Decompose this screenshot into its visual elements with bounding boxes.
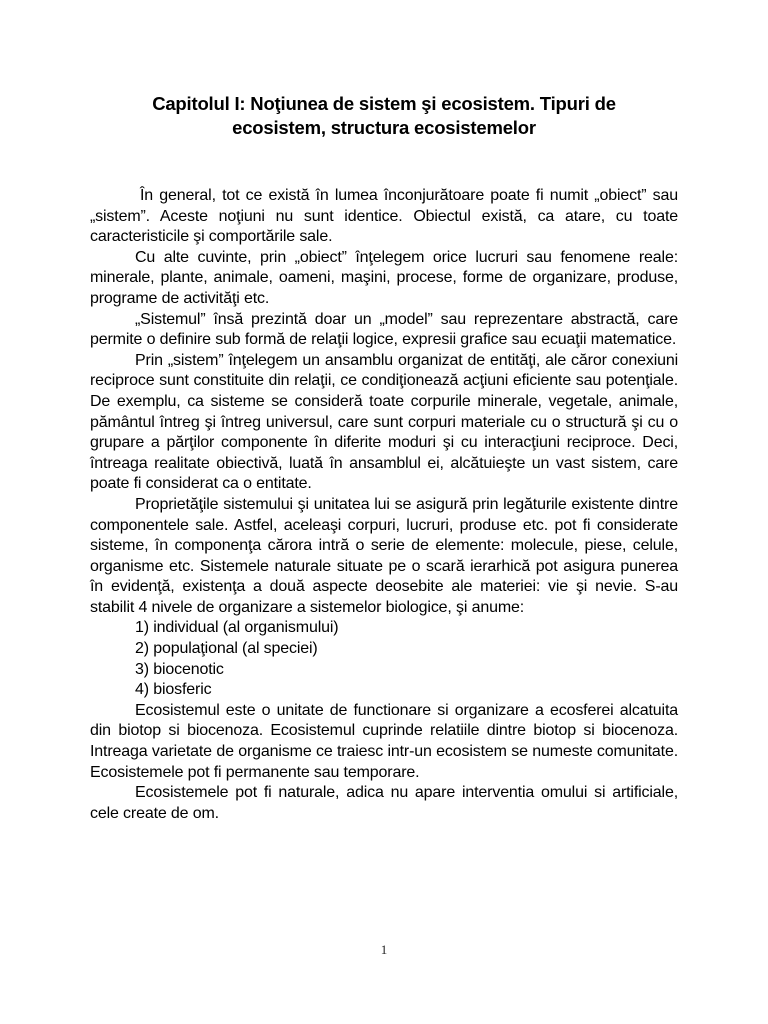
list-item-biosferic: 4) biosferic: [135, 681, 212, 699]
paragraph-ecosistemul: Ecosistemul este o unitate de functionare si organizare a ecosferei alcatuita din biotop si biocenoza. Ecosistemul cuprinde relatiile dintre biotop si biocenoza. Intreaga varietate de organisme ce traiesc intr-un ecosistem se numeste comunitate. Ecosistemele pot fi permanente sau temporare.: [90, 701, 678, 781]
paragraph-obiect: Cu alte cuvinte, prin „obiect” înţelegem orice lucruri sau fenomene reale: minerale, plante, animale, oameni, maşini, procese, forme de organizare, produse, programe de activităţi etc.: [90, 248, 678, 307]
chapter-title-line-2: ecosistem, structura ecosistemelor: [232, 117, 536, 138]
paragraph-general: În general, tot ce există în lumea înconjurătoare poate fi numit „obiect” sau „sistem”. Aceste noţiuni nu sunt identice. Obiectul există, ca atare, cu toate caracteristicile şi comportările sale.: [90, 187, 678, 246]
list-item-individual: 1) individual (al organismului): [135, 619, 339, 637]
chapter-title-line-1: Capitolul I: Noţiunea de sistem şi ecosistem. Tipuri de: [152, 93, 616, 114]
paragraph-ecosisteme-naturale: Ecosistemele pot fi naturale, adica nu apare interventia omului si artificiale, cele create de om.: [90, 784, 678, 822]
body-text: [90, 186, 678, 824]
list-item-biocenotic: 3) biocenotic: [135, 660, 224, 678]
chapter-title: [90, 92, 678, 140]
paragraph-sistemul: „Sistemul” însă prezintă doar un „model” sau reprezentare abstractă, care permite o definire sub formă de relaţii logice, expresii grafice sau ecuaţii matematice.: [90, 310, 678, 349]
paragraph-prin-sistem: Prin „sistem” înţelegem un ansamblu organizat de entităţi, ale căror conexiuni reciproce sunt constituite din relaţii, ce condiţionează acţiuni eficiente sau potenţiale. De exemplu, ca sisteme se consideră toate corpurile minerale, vegetale, animale, pământul întreg şi întreg universul, care sunt corpuri materiale cu o structură şi cu o grupare a părţilor componente în diferite moduri şi cu interacţiuni reciproce. Deci, întreaga realitate obiectivă, luată în ansamblul ei, alcătuieşte un vast sistem, care poate fi considerat ca o entitate.: [90, 351, 678, 493]
paragraph-proprietati: Proprietăţile sistemului şi unitatea lui se asigură prin legăturile existente dintre componentele sale. Astfel, aceleaşi corpuri, lucruri, produse etc. pot fi considerate sisteme, în componenţa cărora intră o serie de elemente: molecule, piese, celule, organisme etc. Sistemele naturale situate pe o scară ierarhică pot asigura punerea în evidenţă, existenţa a două aspecte deosebite ale materiei: vie şi nevie. S-au stabilit 4 nivele de organizare a sistemelor biologice, şi anume:: [90, 495, 678, 616]
page-number: 1: [380, 942, 388, 957]
list-item-populational: 2) populaţional (al speciei): [135, 640, 318, 658]
